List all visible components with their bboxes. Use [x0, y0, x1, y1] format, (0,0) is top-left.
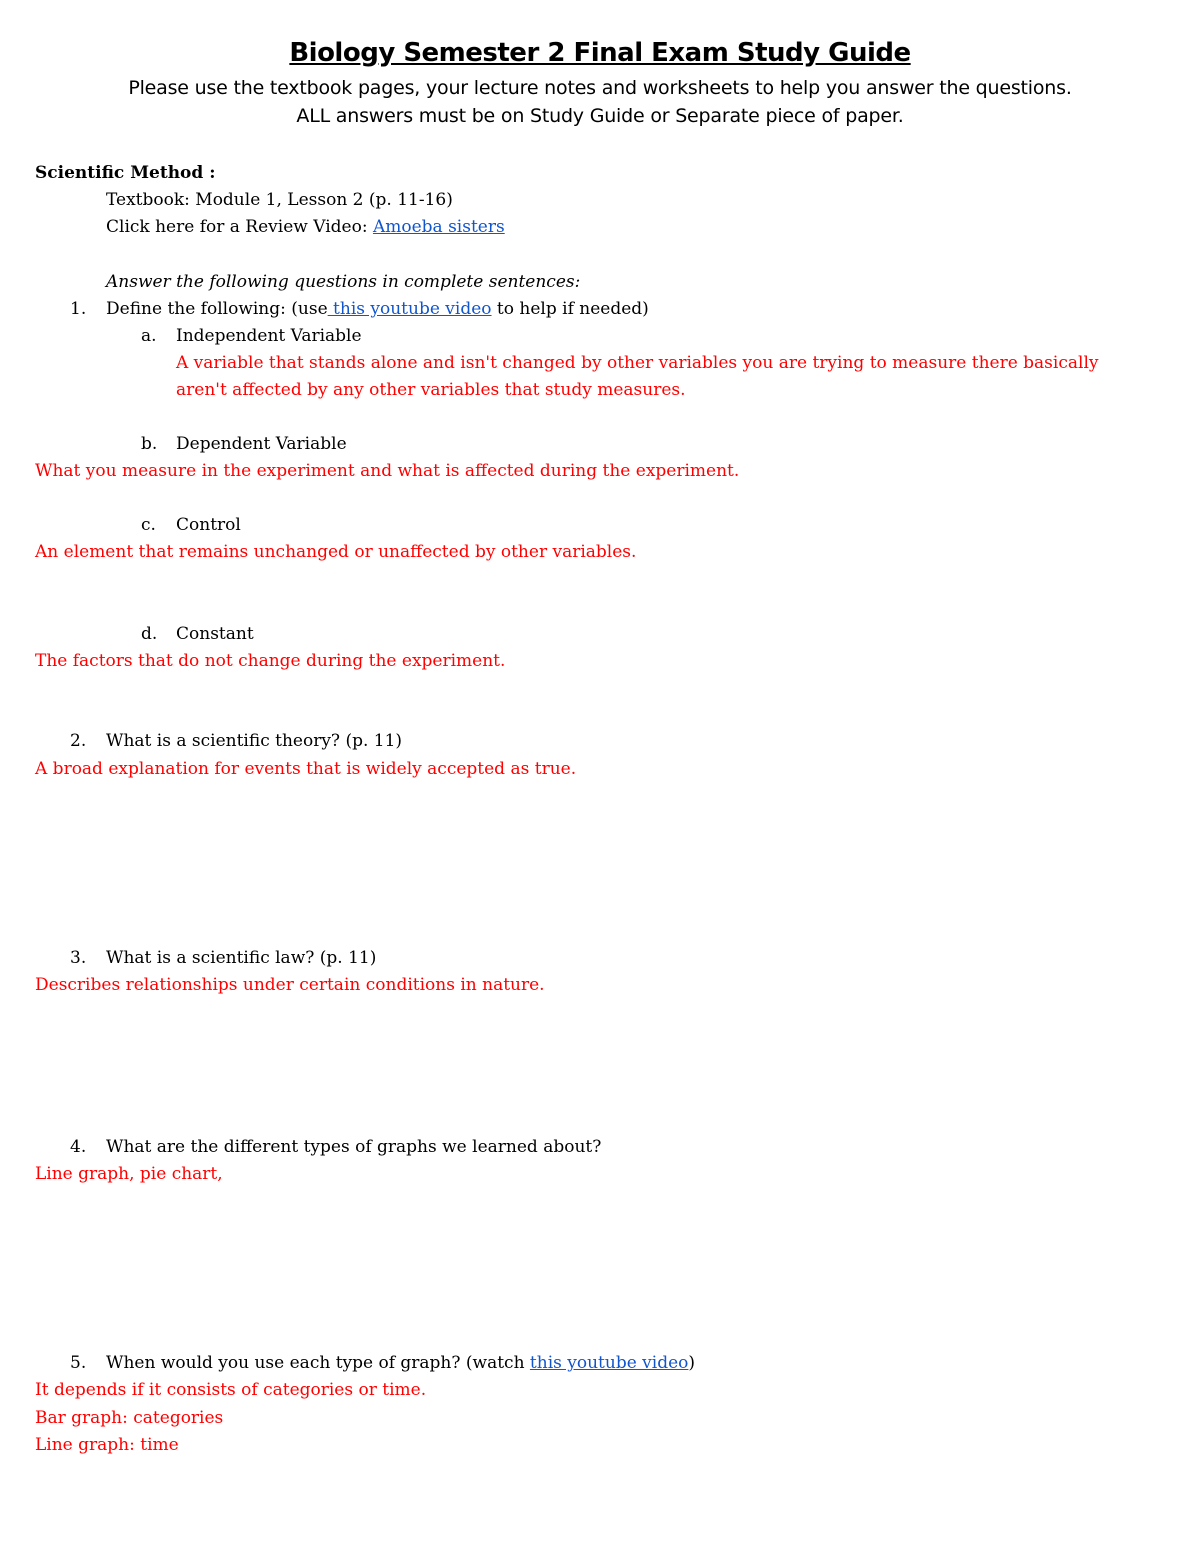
- page-title: Biology Semester 2 Final Exam Study Guide: [289, 38, 911, 68]
- answer-5-line-2: Bar graph: categories: [35, 1408, 224, 1428]
- question-1-text-end: to help if needed): [491, 299, 649, 319]
- intro-line-1: Please use the textbook pages, your lecture notes and worksheets to help you answer the questions.: [128, 77, 1072, 99]
- subitem-d-term: Constant: [176, 624, 254, 644]
- intro-line-2: ALL answers must be on Study Guide or Separate piece of paper.: [296, 105, 904, 127]
- review-video-line: [106, 217, 505, 237]
- subitem-c-letter: c.: [141, 515, 156, 535]
- subitem-d-letter: d.: [141, 624, 158, 644]
- answer-b: What you measure in the experiment and what is affected during the experiment.: [35, 461, 740, 481]
- question-4-text: What are the different types of graphs we learned about?: [106, 1137, 602, 1157]
- section-heading: Scientific Method :: [35, 163, 216, 183]
- question-1-number: 1.: [70, 299, 87, 319]
- youtube-video-link-2[interactable]: this youtube video: [529, 1353, 689, 1373]
- subitem-b-letter: b.: [141, 434, 158, 454]
- question-2-text: What is a scientific theory? (p. 11): [106, 731, 403, 751]
- amoeba-sisters-link[interactable]: Amoeba sisters: [372, 217, 505, 237]
- review-video-label: Click here for a Review Video:: [106, 217, 373, 237]
- subitem-c-term: Control: [176, 515, 241, 535]
- question-3-number: 3.: [70, 948, 87, 968]
- answer-5-line-1: It depends if it consists of categories or time.: [35, 1380, 427, 1400]
- answer-a-line-1: A variable that stands alone and isn't changed by other variables you are trying to measure there basically: [176, 353, 1099, 373]
- answer-a-line-2: aren't affected by any other variables that study measures.: [176, 380, 686, 400]
- question-1-text: Define the following: (use: [106, 299, 328, 319]
- answer-c: An element that remains unchanged or unaffected by other variables.: [35, 542, 637, 562]
- subitem-b-term: Dependent Variable: [176, 434, 347, 454]
- question-2: [70, 731, 402, 751]
- question-3: [70, 948, 376, 968]
- answer-d: The factors that do not change during the experiment.: [35, 651, 506, 671]
- subitem-b: [141, 434, 347, 454]
- textbook-reference: Textbook: Module 1, Lesson 2 (p. 11-16): [106, 190, 453, 210]
- subitem-a: [141, 326, 362, 346]
- subitem-c: [141, 515, 241, 535]
- question-5-text: When would you use each type of graph? (watch: [106, 1353, 530, 1373]
- question-5: [70, 1353, 695, 1373]
- question-1: [70, 299, 649, 319]
- question-3-text: What is a scientific law? (p. 11): [106, 948, 377, 968]
- question-5-text-end: ): [688, 1353, 696, 1373]
- question-4-number: 4.: [70, 1137, 87, 1157]
- answer-4: Line graph, pie chart,: [35, 1164, 223, 1184]
- question-4: [70, 1137, 601, 1157]
- answer-5-line-3: Line graph: time: [35, 1435, 179, 1455]
- subitem-a-term: Independent Variable: [176, 326, 362, 346]
- subitem-a-letter: a.: [141, 326, 157, 346]
- instruction-text: Answer the following questions in complete sentences:: [106, 272, 581, 292]
- youtube-video-link-1[interactable]: this youtube video: [327, 299, 492, 319]
- answer-3: Describes relationships under certain conditions in nature.: [35, 975, 545, 995]
- question-5-number: 5.: [70, 1353, 87, 1373]
- subitem-d: [141, 624, 254, 644]
- answer-2: A broad explanation for events that is widely accepted as true.: [35, 759, 577, 779]
- question-2-number: 2.: [70, 731, 87, 751]
